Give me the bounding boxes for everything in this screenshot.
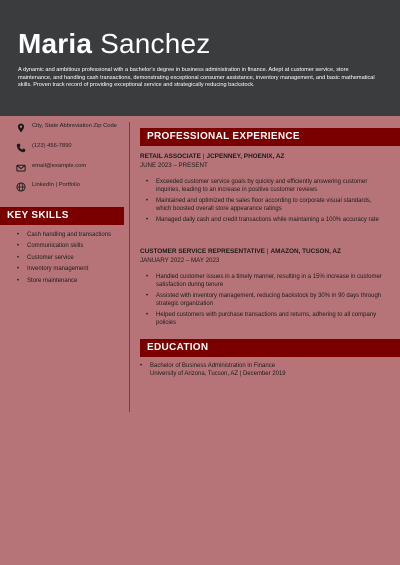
job-entry <box>140 153 388 227</box>
education-entry <box>140 362 388 378</box>
job-role: RETAIL ASSOCIATE <box>140 153 201 160</box>
job-bullet: • Exceeded customer service goals by quickly and efficiently answering customer inquiries, leading to an increase in positive customer reviews <box>140 178 388 194</box>
contact-email <box>16 163 126 171</box>
key-skills-title: KEY SKILLS <box>7 210 69 221</box>
envelope-icon <box>16 163 26 173</box>
phone-icon <box>16 143 26 153</box>
email-link[interactable]: email@example.com <box>32 162 87 169</box>
job-dates: JUNE 2023 – PRESENT <box>140 162 208 170</box>
location-text: City, State Abbreviation Zip Code <box>32 123 117 129</box>
experience-title: PROFESSIONAL EXPERIENCE <box>147 131 300 142</box>
job-role: CUSTOMER SERVICE REPRESENTATIVE <box>140 248 265 255</box>
job-entry <box>140 248 388 330</box>
link-separator: | <box>55 182 58 189</box>
profile-summary: A dynamic and ambitious professional with a bachelor’s degree in business administration in finance. Adept at customer service, store maintenance, and handling cash transactions, demonstrating exceptional consumer assistance, inventory management, and basic mathematical skills. Proven track record of providing exceptional service and strategically reducing backstock. <box>18 67 375 89</box>
key-skills-list <box>16 231 126 288</box>
school-separator: | <box>239 371 242 378</box>
key-skills-header <box>0 207 124 225</box>
job-bullet: • Helped customers with purchase transactions and returns, adhering to all company policies <box>140 311 388 327</box>
job-company: AMAZON, TUCSON, AZ <box>270 248 341 255</box>
job-bullets <box>140 273 388 327</box>
portfolio-link[interactable]: Portfolio <box>58 182 80 189</box>
phone-text: (123) 456-7890 <box>32 142 72 149</box>
column-divider <box>129 122 130 412</box>
skill-item: • Store maintenance <box>16 277 126 285</box>
contact-links <box>16 182 126 190</box>
contact-list <box>16 123 126 190</box>
skill-item: • Inventory management <box>16 265 126 273</box>
job-bullet: • Managed daily cash and credit transactions while maintaining a 100% accuracy rate <box>140 216 388 224</box>
job-bullet: • Assisted with inventory management, reducing backstock by 30% in 90 days through strategic organization <box>140 292 388 308</box>
job-heading-separator: | <box>266 248 269 255</box>
map-pin-icon <box>16 123 26 133</box>
contact-phone <box>16 143 126 151</box>
first-name: Maria <box>18 28 93 59</box>
job-bullet: • Maintained and optimized the sales floor according to corporate visual standards, which boosted overall store appearance ratings <box>140 197 388 213</box>
graduation-date: December 2019 <box>242 371 286 378</box>
education-title: EDUCATION <box>147 342 209 353</box>
skill-item: • Cash handling and transactions <box>16 231 126 239</box>
job-company: JCPENNEY, PHOENIX, AZ <box>206 153 285 160</box>
education-item <box>140 362 388 378</box>
job-heading <box>140 248 388 256</box>
linkedin-link[interactable]: LinkedIn <box>32 182 54 189</box>
school-line <box>150 370 388 378</box>
skill-item: • Communication skills <box>16 242 126 250</box>
candidate-name <box>18 28 211 60</box>
job-dates: JANUARY 2022 – MAY 2023 <box>140 257 220 265</box>
globe-icon <box>16 182 26 192</box>
school-text: University of Arizona, Tucson, AZ <box>150 371 239 378</box>
experience-header <box>140 128 400 146</box>
job-heading-separator: | <box>202 153 205 160</box>
header <box>0 0 400 116</box>
last-name: Sanchez <box>100 28 211 59</box>
degree-text: • Bachelor of Business Administration in Finance <box>150 363 276 369</box>
job-heading <box>140 153 388 161</box>
education-header <box>140 339 400 357</box>
skill-item: • Customer service <box>16 254 126 262</box>
job-bullet: • Handled customer issues in a timely manner, resulting in a 15% increase in customer satisfaction during tenure <box>140 273 388 289</box>
contact-location <box>16 123 126 131</box>
job-bullets <box>140 178 388 224</box>
